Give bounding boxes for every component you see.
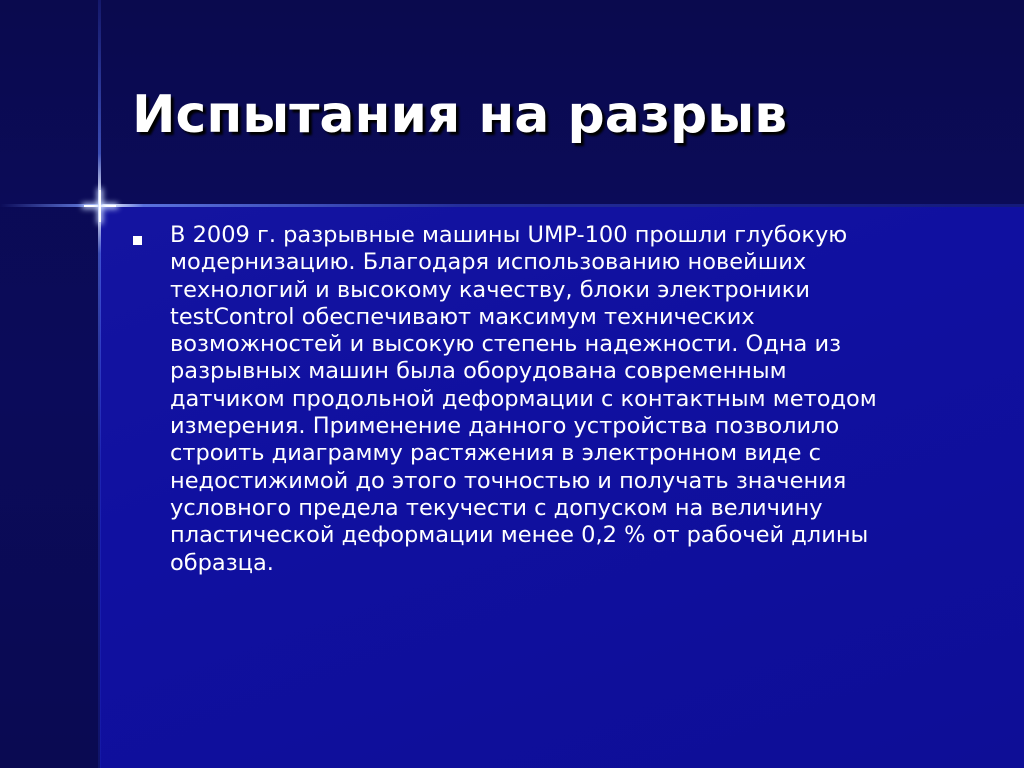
decorative-vertical-line — [98, 0, 101, 768]
bullet-item — [130, 222, 980, 577]
slide-title: Испытания на разрыв — [132, 85, 788, 145]
slide-content — [130, 222, 980, 577]
decorative-horizontal-line — [0, 204, 1024, 207]
bullet-text: В 2009 г. разрывные машины UMP-100 прошли глубокую модернизацию. Благодаря использованию новейших технологий и высокому качеству, блоки электроники testControl обеспечивают максимум технических возможностей и высокую степень надежности. Одна из разрывных машин была оборудована современным датчиком продольной деформации с контактным методом измерения. Применение данного устройства позволило строить диаграмму растяжения в электронном виде с недостижимой до этого точностью и получать значения условного предела текучести с допуском на величину пластической деформации менее 0,2 % от рабочей длины образца. — [170, 222, 877, 576]
square-bullet-icon — [133, 236, 142, 245]
